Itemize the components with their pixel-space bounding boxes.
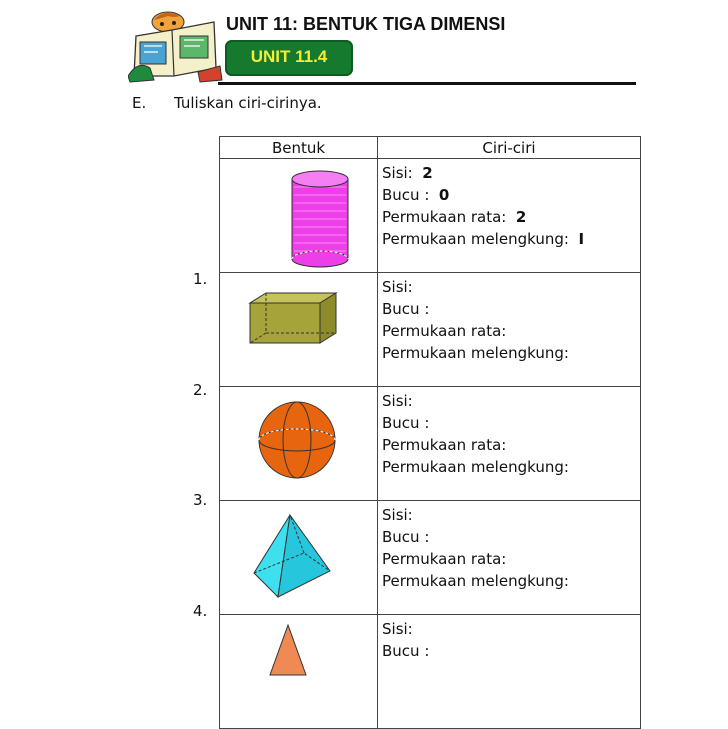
permukaan-rata-label: Permukaan rata: (382, 322, 507, 340)
bucu-value: 0 (438, 186, 450, 204)
sisi-line (382, 162, 640, 184)
row-number-2: 2. (193, 381, 208, 399)
bucu-label: Bucu : (382, 528, 430, 546)
permukaan-melengkung-label: Permukaan melengkung: (382, 344, 569, 362)
header-divider (218, 82, 636, 85)
shape-cell (220, 159, 378, 273)
permukaan-melengkung-label: Permukaan melengkung: (382, 230, 569, 248)
permukaan-rata-label: Permukaan rata: (382, 208, 507, 226)
sisi-label: Sisi: (382, 164, 413, 182)
row-number-3: 3. (193, 491, 208, 509)
pyramid-shape (220, 501, 377, 610)
table-row (220, 273, 641, 387)
permukaan-rata-value: 2 (515, 208, 527, 226)
sisi-label: Sisi: (382, 278, 413, 296)
row-number-4: 4. (193, 602, 208, 620)
sisi-label: Sisi: (382, 392, 413, 410)
ciri-ciri-cell (378, 615, 641, 729)
ciri-ciri-cell (378, 387, 641, 501)
shape-cell (220, 501, 378, 615)
sisi-label: Sisi: (382, 620, 413, 638)
section-instruction: Tuliskan ciri-cirinya. (174, 94, 322, 112)
bucu-label: Bucu : (382, 414, 430, 432)
table-row (220, 387, 641, 501)
permukaan-melengkung-value: I (578, 230, 585, 248)
row-number-1: 1. (193, 270, 208, 288)
shapes-table (219, 136, 641, 729)
cone-shape (220, 615, 377, 724)
permukaan-rata-label: Permukaan rata: (382, 550, 507, 568)
ciri-ciri-cell (378, 273, 641, 387)
shape-cell (220, 387, 378, 501)
sisi-label: Sisi: (382, 506, 413, 524)
sisi-value: 2 (422, 164, 433, 182)
table-header-row (220, 137, 641, 159)
table-row (220, 159, 641, 273)
bucu-label: Bucu : (382, 186, 430, 204)
unit-badge (225, 40, 353, 76)
column-header-ciri-ciri: Ciri-ciri (378, 137, 641, 159)
cylinder-shape (220, 159, 377, 268)
cuboid-shape (220, 273, 377, 382)
boy-reading-book-illustration (128, 6, 223, 84)
unit-title: UNIT 11: BENTUK TIGA DIMENSI (226, 14, 506, 34)
unit-badge-label: UNIT 11.4 (250, 47, 328, 66)
sphere-shape (220, 387, 377, 496)
bucu-line (382, 184, 640, 206)
page-header (0, 0, 728, 90)
table-row (220, 501, 641, 615)
permukaan-melengkung-line (382, 228, 640, 250)
bucu-label: Bucu : (382, 642, 430, 660)
table-row (220, 615, 641, 729)
permukaan-melengkung-label: Permukaan melengkung: (382, 458, 569, 476)
bucu-label: Bucu : (382, 300, 430, 318)
section-letter: E. (132, 94, 147, 112)
permukaan-rata-line (382, 206, 640, 228)
shape-cell (220, 273, 378, 387)
permukaan-melengkung-label: Permukaan melengkung: (382, 572, 569, 590)
permukaan-rata-label: Permukaan rata: (382, 436, 507, 454)
ciri-ciri-cell (378, 501, 641, 615)
column-header-bentuk: Bentuk (220, 137, 378, 159)
ciri-ciri-cell (378, 159, 641, 273)
shape-cell (220, 615, 378, 729)
